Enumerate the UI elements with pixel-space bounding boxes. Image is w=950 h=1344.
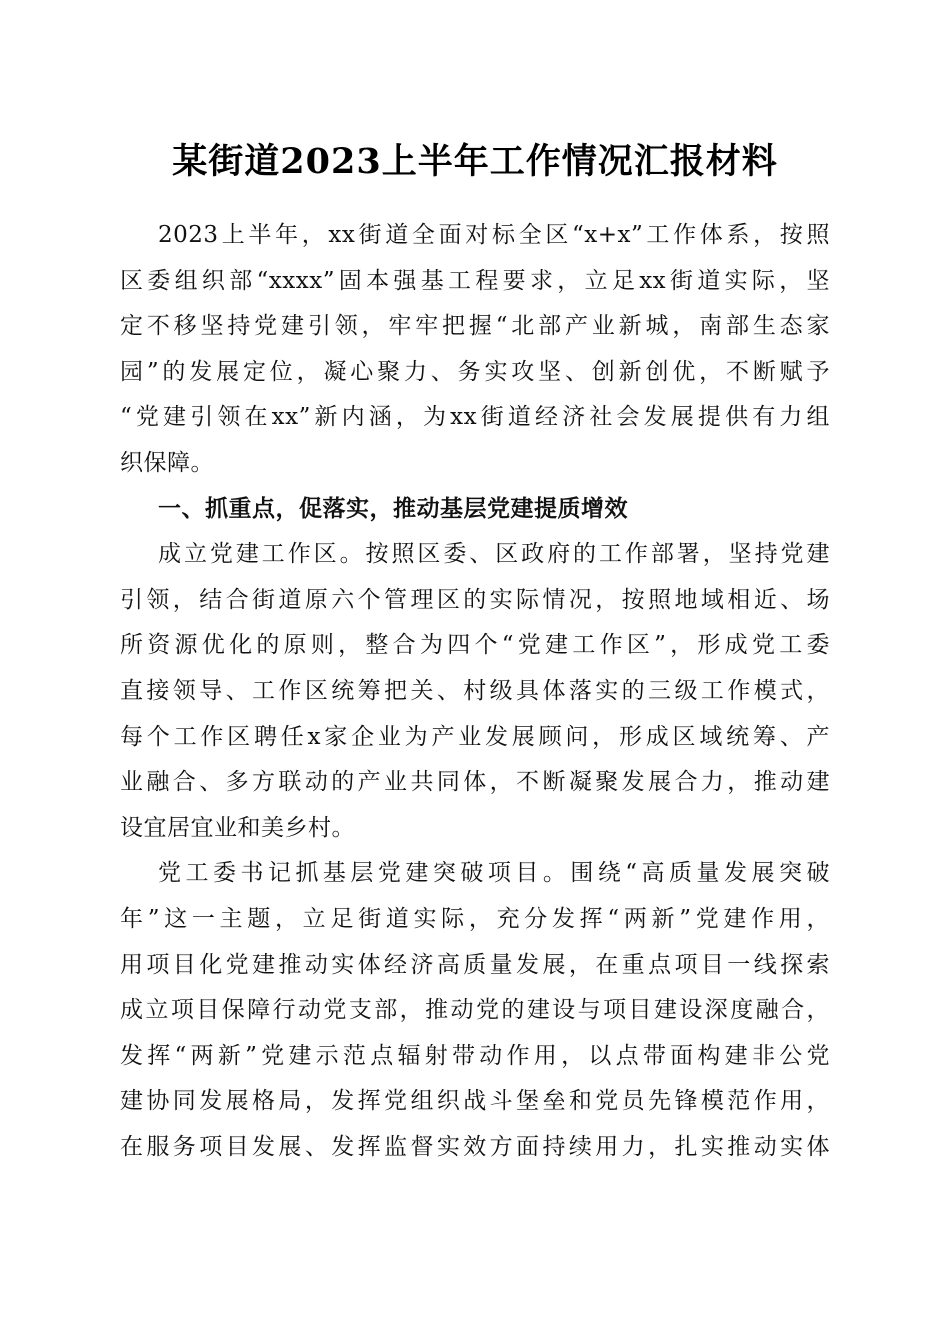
paragraph-line: 在服务项目发展、发挥监督实效方面持续用力，扎实推动实体 (120, 1133, 830, 1160)
paragraph-line: 建协同发展格局，发挥党组织战斗堡垒和党员先锋模范作用， (120, 1088, 830, 1115)
paragraph-line: 2023上半年，xx街道全面对标全区“x+x”工作体系，按照 (158, 222, 830, 248)
paragraph-line: 引领，结合街道原六个管理区的实际情况，按照地域相近、场 (120, 586, 830, 613)
paragraph-line: 所资源优化的原则，整合为四个“党建工作区”，形成党工委 (120, 632, 830, 659)
paragraph-line: 设宜居宜业和美乡村。 (120, 814, 355, 841)
paragraph-line: 发挥“两新”党建示范点辐射带动作用，以点带面构建非公党 (120, 1042, 830, 1069)
paragraph-line: 每个工作区聘任x家企业为产业发展顾问，形成区域统筹、产 (120, 723, 830, 750)
paragraph-line: 年”这一主题，立足街道实际，充分发挥“两新”党建作用， (120, 905, 830, 932)
paragraph-line: 园”的发展定位，凝心聚力、务实攻坚、创新创优，不断赋予 (120, 358, 830, 385)
paragraph-line: 成立项目保障行动党支部，推动党的建设与项目建设深度融合， (120, 997, 830, 1024)
paragraph-line: 织保障。 (120, 449, 214, 476)
paragraph-line: 业融合、多方联动的产业共同体，不断凝聚发展合力，推动建 (120, 769, 830, 796)
paragraph-line: 用项目化党建推动实体经济高质量发展，在重点项目一线探索 (120, 951, 830, 978)
document-body (120, 213, 830, 1170)
paragraph-line: “党建引领在xx”新内涵，为xx街道经济社会发展提供有力组 (120, 404, 830, 431)
paragraph-line: 直接领导、工作区统筹把关、村级具体落实的三级工作模式， (120, 677, 830, 704)
paragraph-line: 定不移坚持党建引领，牢牢把握“北部产业新城，南部生态家 (120, 313, 830, 340)
paragraph-line: 区委组织部“xxxx”固本强基工程要求，立足xx街道实际，坚 (120, 267, 830, 294)
paragraph-line: 成立党建工作区。按照区委、区政府的工作部署，坚持党建 (158, 541, 830, 568)
paragraph-line: 党工委书记抓基层党建突破项目。围绕“高质量发展突破 (158, 860, 830, 887)
document-title: 某街道2023上半年工作情况汇报材料 (172, 141, 778, 182)
section-heading: 一、抓重点，促落实，推动基层党建提质增效 (158, 495, 628, 522)
